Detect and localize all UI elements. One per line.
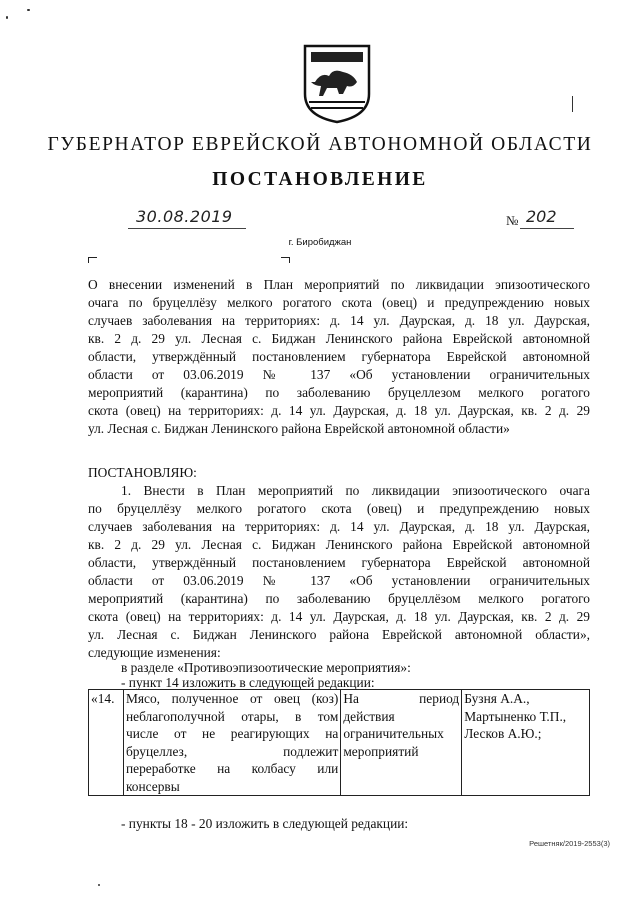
cell-line: Мартыненко Т.П., (464, 708, 567, 724)
body-line: области, утверждённый постановлением губернатора Еврейской автономной (88, 555, 590, 570)
body-line: области от 03.06.2019 № 137 «Об установлении ограничительных (88, 573, 590, 588)
cell-line: действия (343, 708, 395, 724)
subject-line: скота (овец) на территориях: д. 14 ул. Даурская, д. 18 ул. Даурская, кв. 2 д. 29 (88, 403, 590, 418)
cell-line: консервы (125, 778, 180, 794)
subject-line: области, утверждённый постановлением губернатора Еврейской автономной (88, 349, 590, 364)
subject-line: кв. 2 д. 29 ул. Лесная с. Биджан Ленинского района Еврейской автономной (88, 331, 590, 346)
document-date: 30.08.2019 (136, 207, 233, 226)
number-label: № (506, 213, 519, 228)
subject-line: мероприятий (карантина) по заболеванию бруцеллезом мелкого рогатого (88, 385, 590, 400)
body-line: кв. 2 д. 29 ул. Лесная с. Биджан Ленинского района Еврейской автономной (88, 537, 590, 552)
cell-line: неблагополучной отары, в том (125, 708, 339, 724)
row-number-cell: «14. (89, 690, 124, 796)
footer-reference: Решетняк/2019-2553(3) (529, 839, 610, 848)
body-line: скота (овец) на территориях: д. 14 ул. Даурская, д. 18 ул. Даурская, кв. 2 д. 29 (88, 609, 590, 624)
date-underline (128, 228, 246, 229)
coat-of-arms-emblem (301, 42, 373, 124)
body-line: следующие изменения: (88, 645, 221, 660)
document-type: ПОСТАНОВЛЕНИЕ (212, 169, 428, 190)
resolve-heading: ПОСТАНОВЛЯЮ: (88, 465, 197, 480)
cell-line: Бузня А.А., (464, 691, 530, 706)
cell-line: переработке на колбасу или (125, 761, 339, 776)
body-line: 1. Внести в План мероприятий по ликвидации эпизоотического очага (121, 483, 590, 498)
scan-speck (27, 9, 30, 11)
subject-line: случаев заболевания на территориях: д. 14 ул. Даурская, д. 18 ул. Даурская, (88, 313, 590, 328)
cell-line: Мясо, полученное от овец (коз) (125, 691, 339, 706)
scan-speck (98, 884, 100, 886)
cell-line: бруцеллез, подлежит (125, 743, 339, 759)
corner-mark-left (88, 257, 97, 263)
margin-mark (572, 96, 573, 112)
cell-line: Лесков А.Ю.; (464, 726, 542, 741)
subject-line: О внесении изменений в План мероприятий по ликвидации эпизоотического (88, 277, 590, 292)
cell-line: мероприятий (343, 743, 419, 759)
body-line: ул. Лесная с. Биджан Ленинского района Еврейской автономной области», (88, 627, 590, 642)
table-row (89, 690, 590, 796)
subject-line: очага по бруцеллёзу мелкого рогатого скота (овец) и предупреждению новых (88, 295, 590, 310)
cell-line: числе от не реагирующих на (125, 726, 339, 741)
subject-line: ул. Лесная с. Биджан Ленинского района Еврейской автономной области» (88, 421, 510, 436)
city-line: г. Биробиджан (288, 237, 352, 248)
cell-line: На период (343, 691, 460, 706)
responsible-cell (462, 690, 590, 796)
measure-cell (123, 690, 340, 796)
point-14-instruction: - пункт 14 изложить в следующей редакции: (121, 675, 375, 690)
body-line: случаев заболевания на территориях: д. 14 ул. Даурская, д. 18 ул. Даурская, (88, 519, 590, 534)
body-line: по бруцеллёзу мелкого рогатого скота (овец) и предупреждению новых (88, 501, 590, 516)
scan-speck (6, 16, 8, 19)
cell-line: ограничительных (343, 726, 444, 741)
points-18-20-instruction: - пункты 18 - 20 изложить в следующей редакции: (121, 816, 409, 831)
subject-line: области от 03.06.2019 № 137 «Об установлении ограничительных (88, 367, 590, 382)
body-line: мероприятий (карантина) по заболеванию бруцеллёзом мелкого рогатого (88, 591, 590, 606)
number-underline (520, 228, 574, 229)
term-cell (341, 690, 462, 796)
authority-title: ГУБЕРНАТОР ЕВРЕЙСКОЙ АВТОНОМНОЙ ОБЛАСТИ (47, 134, 593, 155)
document-number: 202 (526, 207, 557, 226)
section-reference: в разделе «Противоэпизоотические мероприятия»: (121, 660, 411, 675)
amendment-table (88, 689, 590, 796)
corner-mark-right (281, 257, 290, 263)
